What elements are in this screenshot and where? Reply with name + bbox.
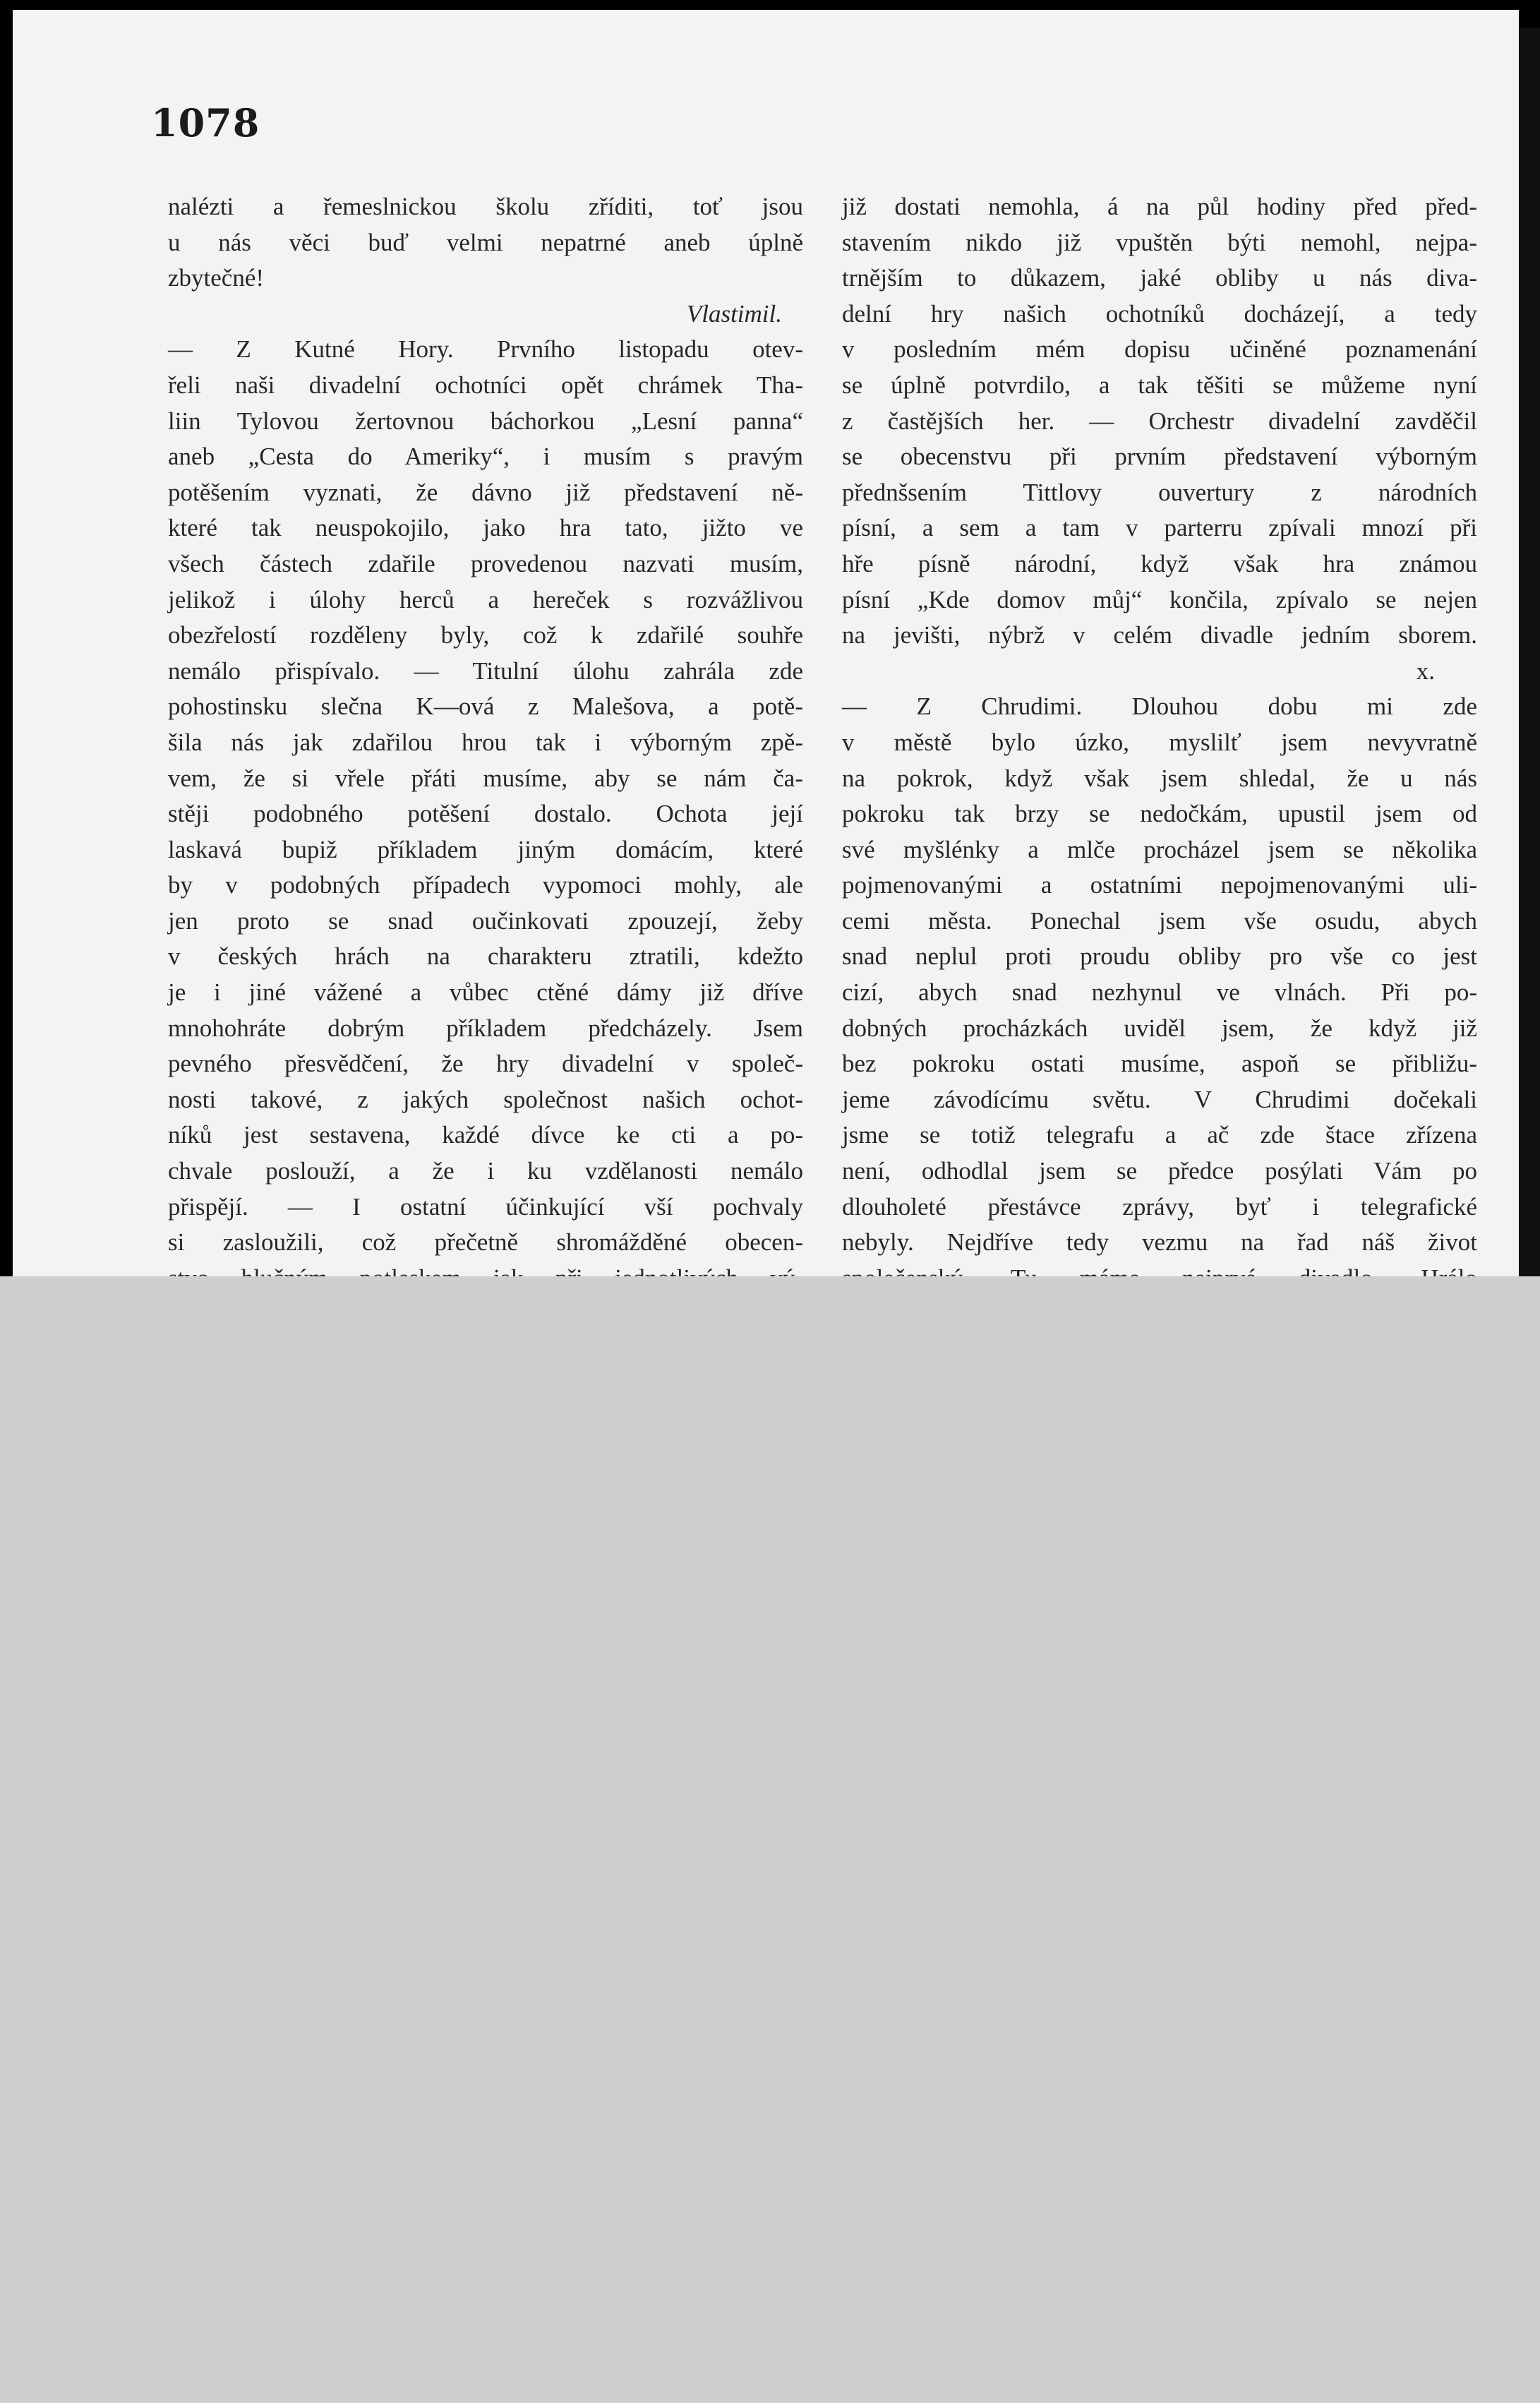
text-line: které tak neuspokojilo, jako hra tato, jižto ve (168, 514, 803, 542)
text-line: laskavá bupiž příkladem jiným domácím, které (168, 835, 803, 863)
text-line: stěji podobného potěšení dostalo. Ochota její (168, 800, 803, 828)
text-line: obezřelostí rozděleny byly, což k zdařilé souhře (168, 621, 803, 649)
author-signature: x. (1416, 657, 1435, 685)
text-line: delní hry našich ochotníků docházejí, a tedy (842, 299, 1477, 328)
text-line: liin Tylovou žertovnou báchorkou „Lesní panna“ (168, 407, 803, 435)
text-line: nemálo přispívalo. — Titulní úlohu zahrála zde (168, 657, 803, 685)
text-line: níků jest sestavena, každé dívce ke cti a po- (168, 1121, 803, 1149)
text-line: řeli naši divadelní ochotníci opět chrámek Tha- (168, 371, 803, 399)
text-line: není, odhodlal jsem se předce posýlati Vám po (842, 1157, 1477, 1185)
text-line: chvale poslouží, a že i ku vzdělanosti nemálo (168, 1157, 803, 1185)
text-line: již dostati nemohla, á na půl hodiny před před- (842, 193, 1477, 220)
text-line: své myšlénky a mlče procházel jsem se několika (842, 835, 1477, 863)
text-line: v městě bylo úzko, myslilť jsem nevyvratně (842, 728, 1477, 756)
text-line: na pokrok, když však jsem shledal, že u nás (842, 764, 1477, 792)
text-line: nosti takové, z jakých společnost našich ochot- (168, 1085, 803, 1113)
text-line: pohostinsku slečna K—ová z Malešova, a potě- (168, 693, 803, 721)
text-line: se úplně potvrdilo, a tak těšiti se můžeme nyní (842, 371, 1477, 399)
page-number: 1078 (151, 100, 260, 145)
text-line: z častějších her. — Orchestr divadelní zavděčil (842, 407, 1477, 435)
text-line: aneb „Cesta do Ameriky“, i musím s pravým (168, 443, 803, 471)
text-line: pevného přesvědčení, že hry divadelní v společ- (168, 1050, 803, 1078)
right-column (842, 189, 1477, 1296)
text-line: pokroku tak brzy se nedočkám, upustil jsem od (842, 800, 1477, 828)
text-line: hře písně národní, když však hra známou (842, 549, 1477, 577)
blank-scan-area (0, 1276, 1540, 2403)
text-line: jen proto se snad oučinkovati zpouzejí, žeby (168, 906, 803, 935)
text-line: přispějí. — I ostatní účinkující vší pochvaly (168, 1192, 803, 1221)
text-line: vem, že si vřele přáti musíme, aby se nám ča- (168, 764, 803, 792)
text-line: písní, a sem a tam v parterru zpívali mnozí při (842, 514, 1477, 542)
text-line: dobných procházkách uviděl jsem, že když již (842, 1014, 1477, 1042)
text-line: potěšením vyznati, že dávno již představení ně- (168, 478, 803, 506)
text-line: přednšsením Tittlovy ouvertury z národních (842, 478, 1477, 506)
text-line: u nás věci buď velmi nepatrné aneb úplně (168, 228, 803, 256)
text-line: jelikož i úlohy herců a hereček s rozvážlivou (168, 585, 803, 613)
text-line: mnohohráte dobrým příkladem předcházely. Jsem (168, 1014, 803, 1042)
text-line: dlouholeté přestávce zprávy, byť i telegrafické (842, 1192, 1477, 1221)
left-column (168, 189, 803, 1296)
text-line: nalézti a řemeslnickou školu zříditi, toť jsou (168, 193, 803, 220)
text-line: jeme závodícímu světu. V Chrudimi dočekali (842, 1085, 1477, 1113)
text-line: trnějším to důkazem, jaké obliby u nás diva- (842, 264, 1477, 292)
text-line: je i jiné vážené a vůbec ctěné dámy již dříve (168, 978, 803, 1007)
text-line: v posledním mém dopisu učiněné poznamenání (842, 335, 1477, 364)
text-line: by v podobných případech vypomoci mohly, ale (168, 871, 803, 899)
text-line: si zasloužili, což přečetně shromážděné obecen- (168, 1228, 803, 1257)
text-line: zbytečné! (168, 264, 265, 292)
text-line: — Z Kutné Hory. Prvního listopadu otev- (168, 335, 803, 364)
text-line: v českých hrách na charakteru ztratili, kdežto (168, 942, 803, 971)
text-line: pojmenovanými a ostatními nepojmenovanými uli- (842, 871, 1477, 899)
text-line: písní „Kde domov můj“ končila, zpívalo se nejen (842, 585, 1477, 613)
newspaper-page (13, 10, 1519, 1276)
author-signature: Vlastimil. (686, 299, 782, 328)
text-line: jsme se totiž telegrafu a ač zde štace zřízena (842, 1121, 1477, 1149)
text-line: stavením nikdo již vpuštěn býti nemohl, nejpa- (842, 228, 1477, 256)
text-line: bez pokroku ostati musíme, aspoň se přibližu- (842, 1050, 1477, 1078)
scan-edge (1520, 28, 1540, 1276)
text-line: snad neplul proti proudu obliby pro vše co jest (842, 942, 1477, 971)
text-line: nebyly. Nejdříve tedy vezmu na řad náš život (842, 1228, 1477, 1257)
text-line: všech částech zdařile provedenou nazvati musím, (168, 549, 803, 577)
text-line: se obecenstvu při prvním představení výborným (842, 443, 1477, 471)
text-line: — Z Chrudimi. Dlouhou dobu mi zde (842, 693, 1477, 721)
text-line: cizí, abych snad nezhynul ve vlnách. Při po- (842, 978, 1477, 1007)
text-line: šila nás jak zdařilou hrou tak i výborným zpě- (168, 728, 803, 756)
text-line: na jevišti, nýbrž v celém divadle jedním sborem. (842, 621, 1477, 649)
text-line: cemi města. Ponechal jsem vše osudu, abych (842, 906, 1477, 935)
